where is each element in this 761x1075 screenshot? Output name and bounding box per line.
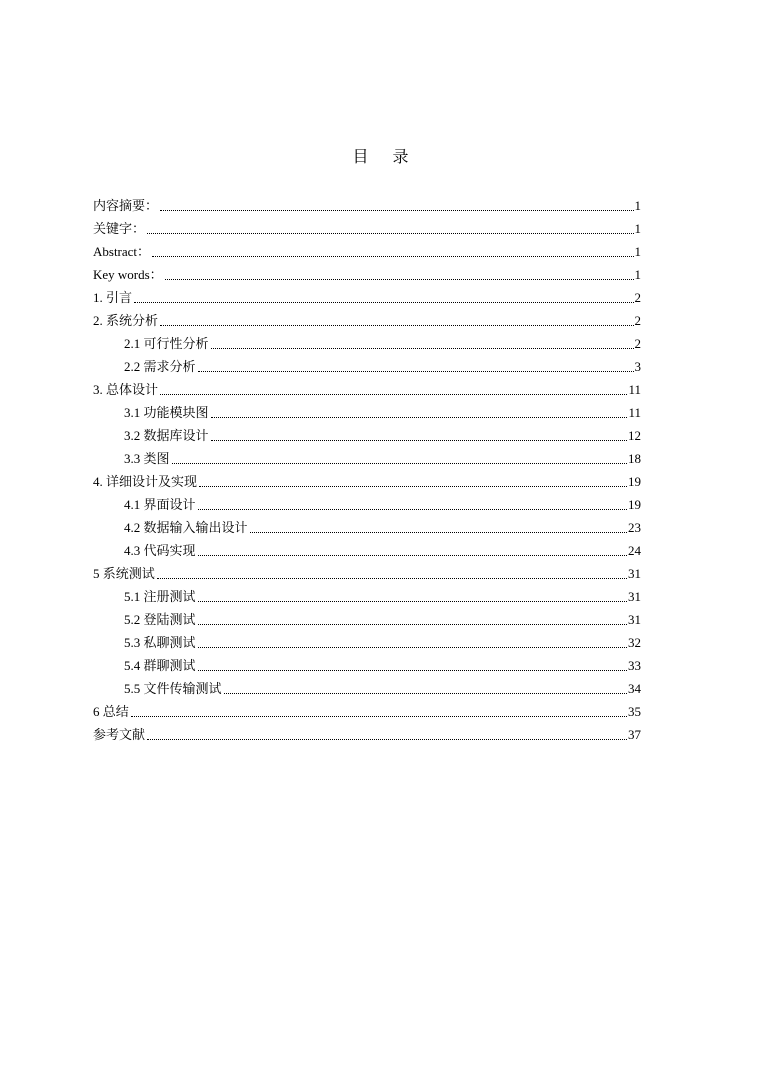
toc-entry-page-number: 2 — [634, 313, 641, 328]
toc-dot-leader — [160, 325, 633, 326]
toc-dot-leader — [147, 233, 633, 234]
toc-entry[interactable] — [93, 651, 641, 674]
toc-entry-page-number: 31 — [628, 589, 641, 604]
toc-dot-leader — [198, 670, 627, 671]
toc-entry[interactable] — [93, 283, 641, 306]
toc-entry-page-number: 31 — [628, 566, 641, 581]
toc-entry[interactable] — [93, 260, 641, 283]
toc-dot-leader — [211, 440, 627, 441]
toc-entry[interactable] — [93, 398, 641, 421]
toc-entry-label: Key words： — [93, 267, 163, 282]
toc-dot-leader — [198, 601, 627, 602]
toc-entry-label: 4.3 代码实现 — [124, 543, 196, 558]
toc-dot-leader — [131, 716, 627, 717]
toc-entry-label: 4.2 数据输入输出设计 — [124, 520, 248, 535]
toc-entry-label: 内容摘要： — [93, 198, 159, 213]
toc-entry-label: 参考文献 — [93, 727, 146, 742]
toc-entry-label: 3.1 功能模块图 — [124, 405, 209, 420]
toc-entry-label: 5.4 群聊测试 — [124, 658, 196, 673]
toc-dot-leader — [211, 348, 634, 349]
toc-entry-page-number: 37 — [628, 727, 641, 742]
toc-entry-page-number: 11 — [628, 405, 641, 420]
toc-entry-page-number: 12 — [628, 428, 641, 443]
toc-entry-label: 6 总结 — [93, 704, 129, 719]
toc-entry[interactable] — [93, 214, 641, 237]
toc-entry[interactable] — [93, 421, 641, 444]
toc-dot-leader — [165, 279, 634, 280]
toc-entry-page-number: 2 — [634, 290, 641, 305]
toc-entry[interactable] — [93, 628, 641, 651]
toc-entry[interactable] — [93, 536, 641, 559]
toc-entry-page-number: 18 — [628, 451, 641, 466]
toc-entry-page-number: 11 — [628, 382, 641, 397]
toc-entry-page-number: 23 — [628, 520, 641, 535]
toc-dot-leader — [134, 302, 633, 303]
toc-dot-leader — [198, 624, 627, 625]
toc-dot-leader — [147, 739, 627, 740]
toc-entry-page-number: 1 — [634, 244, 641, 259]
toc-entry-label: 5.3 私聊测试 — [124, 635, 196, 650]
toc-entry[interactable] — [93, 375, 641, 398]
toc-entry-page-number: 1 — [634, 198, 641, 213]
toc-entry-label: Abstract： — [93, 244, 151, 259]
toc-entry[interactable] — [93, 582, 641, 605]
toc-entry-page-number: 35 — [628, 704, 641, 719]
toc-dot-leader — [198, 509, 627, 510]
toc-dot-leader — [160, 394, 627, 395]
toc-dot-leader — [198, 647, 627, 648]
toc-entry-label: 1. 引言 — [93, 290, 133, 305]
toc-entry[interactable] — [93, 444, 641, 467]
toc-entry-page-number: 24 — [628, 543, 641, 558]
toc-entry-page-number: 32 — [628, 635, 641, 650]
toc-entry[interactable] — [93, 467, 641, 490]
toc-entry[interactable] — [93, 191, 641, 214]
toc-entry-label: 3. 总体设计 — [93, 382, 159, 397]
toc-entry[interactable] — [93, 490, 641, 513]
toc-entry-page-number: 2 — [634, 336, 641, 351]
toc-entry-page-number: 33 — [628, 658, 641, 673]
toc-entry[interactable] — [93, 605, 641, 628]
toc-dot-leader — [211, 417, 628, 418]
toc-entry-label: 5.2 登陆测试 — [124, 612, 196, 627]
toc-entry[interactable] — [93, 674, 641, 697]
toc-entry-label: 4.1 界面设计 — [124, 497, 196, 512]
toc-entry-label: 3.3 类图 — [124, 451, 170, 466]
toc-entry-label: 2.1 可行性分析 — [124, 336, 209, 351]
toc-entry-page-number: 1 — [634, 267, 641, 282]
toc-entry-page-number: 31 — [628, 612, 641, 627]
table-of-contents — [93, 191, 641, 743]
toc-title: 目 录 — [352, 149, 419, 166]
toc-entry-label: 2.2 需求分析 — [124, 359, 196, 374]
toc-entry-label: 3.2 数据库设计 — [124, 428, 209, 443]
toc-entry-label: 2. 系统分析 — [93, 313, 159, 328]
toc-entry-label: 4. 详细设计及实现 — [93, 474, 198, 489]
toc-dot-leader — [152, 256, 633, 257]
toc-entry-label: 5.5 文件传输测试 — [124, 681, 222, 696]
toc-dot-leader — [224, 693, 627, 694]
toc-entry[interactable] — [93, 697, 641, 720]
toc-entry-label: 5.1 注册测试 — [124, 589, 196, 604]
toc-entry-page-number: 19 — [628, 497, 641, 512]
toc-dot-leader — [172, 463, 627, 464]
toc-entry[interactable] — [93, 720, 641, 743]
toc-entry-label: 5 系统测试 — [93, 566, 155, 581]
toc-entry[interactable] — [93, 237, 641, 260]
toc-entry[interactable] — [93, 306, 641, 329]
toc-entry[interactable] — [93, 329, 641, 352]
toc-entry-page-number: 3 — [634, 359, 641, 374]
toc-dot-leader — [199, 486, 627, 487]
toc-dot-leader — [198, 371, 634, 372]
toc-dot-leader — [198, 555, 627, 556]
toc-dot-leader — [250, 532, 627, 533]
toc-entry[interactable] — [93, 352, 641, 375]
toc-dot-leader — [160, 210, 633, 211]
toc-entry[interactable] — [93, 513, 641, 536]
toc-entry-page-number: 19 — [628, 474, 641, 489]
toc-entry-label: 关键字： — [93, 221, 146, 236]
toc-entry-page-number: 34 — [628, 681, 641, 696]
toc-entry-page-number: 1 — [634, 221, 641, 236]
toc-entry[interactable] — [93, 559, 641, 582]
toc-dot-leader — [157, 578, 627, 579]
